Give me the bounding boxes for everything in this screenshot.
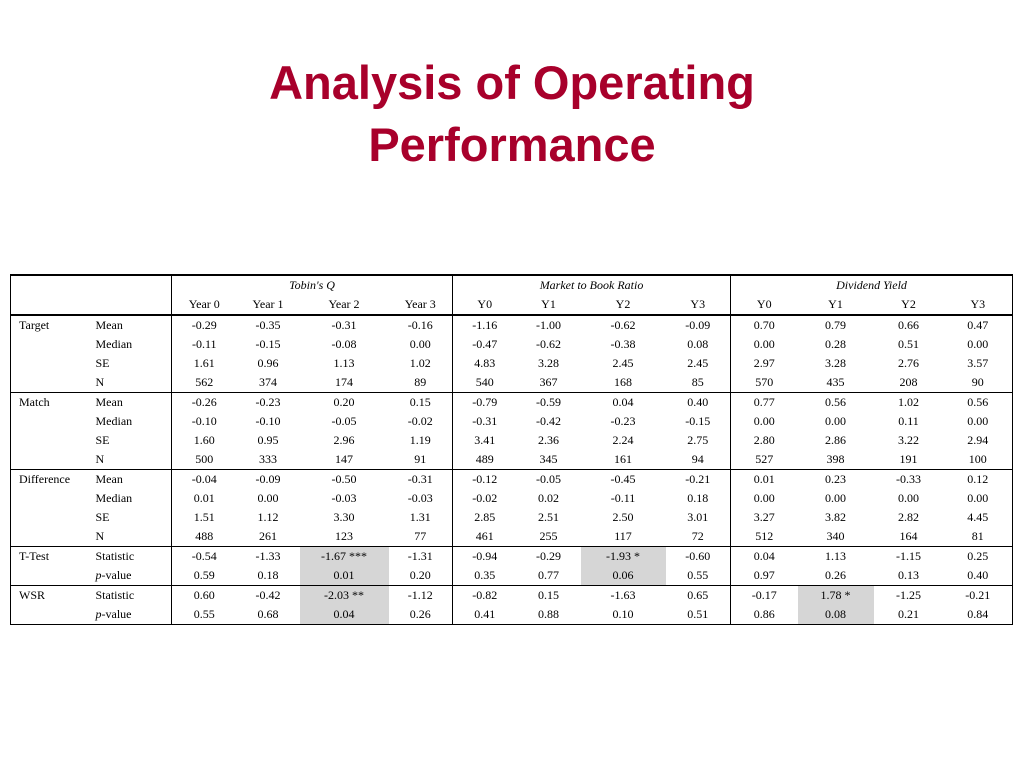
table-cell: -0.23 <box>237 393 300 413</box>
column-header: Y0 <box>453 295 517 315</box>
table-cell: 0.15 <box>389 393 453 413</box>
table-cell: 0.01 <box>300 566 389 586</box>
table-cell: 1.51 <box>172 508 237 527</box>
table-cell: 3.01 <box>687 510 709 524</box>
table-cell: 2.24 <box>612 433 634 447</box>
table-row <box>11 527 1013 547</box>
table-cell: 0.70 <box>731 315 798 335</box>
table-cell: 527 <box>731 450 798 470</box>
table-cell: 1.78 * <box>798 586 874 606</box>
header-corner-2 <box>11 295 172 315</box>
table-cell: -0.08 <box>331 337 357 351</box>
table-cell: 500 <box>172 450 237 470</box>
table-row <box>11 373 1013 393</box>
table-cell: -0.54 <box>172 547 237 567</box>
stat-label: Median <box>95 414 133 428</box>
row-group-label: T-Test <box>11 547 88 567</box>
table-cell: 3.28 <box>538 356 559 370</box>
row-group-label <box>11 412 88 431</box>
stat-label: SE <box>95 433 110 447</box>
table-cell: 374 <box>259 375 277 389</box>
table-cell: 3.30 <box>333 510 355 524</box>
stat-label: Statistic <box>88 547 172 567</box>
table-cell: -0.94 <box>453 547 517 567</box>
table-cell: 0.65 <box>666 586 731 606</box>
stat-label: p-value <box>95 568 132 582</box>
table-cell: 1.61 <box>172 354 237 373</box>
table-cell: 1.31 <box>409 510 431 524</box>
row-group-label <box>11 605 88 625</box>
table-cell: -0.02 <box>453 489 517 508</box>
table-cell: 512 <box>731 527 798 547</box>
row-group-label <box>11 431 88 450</box>
table-cell: -0.29 <box>172 315 237 335</box>
group-header-market-to-book: Market to Book Ratio <box>453 275 731 295</box>
table-cell: 0.26 <box>825 568 847 582</box>
table-cell: 0.00 <box>409 337 431 351</box>
column-header: Y1 <box>798 295 874 315</box>
table-cell: 0.96 <box>257 356 279 370</box>
column-header: Y3 <box>666 295 731 315</box>
column-header: Year 0 <box>172 295 237 315</box>
stat-label: N <box>95 529 105 543</box>
table-cell: 1.02 <box>409 356 431 370</box>
table-cell: -0.05 <box>331 414 357 428</box>
table-cell: -0.42 <box>536 414 561 428</box>
table-cell: 191 <box>899 452 918 466</box>
table-cell: 0.21 <box>874 605 944 625</box>
table-cell: 461 <box>453 527 517 547</box>
table-cell: 0.84 <box>944 605 1013 625</box>
table-cell: 0.13 <box>898 568 920 582</box>
table-cell: 2.80 <box>731 431 798 450</box>
table-cell: -1.25 <box>874 586 944 606</box>
table-cell: -0.10 <box>172 412 237 431</box>
table-cell: 0.04 <box>581 393 666 413</box>
table-cell: -0.10 <box>255 414 281 428</box>
table-cell: 0.04 <box>300 605 389 625</box>
table-cell: -0.03 <box>407 491 433 505</box>
table-cell: -0.38 <box>610 337 636 351</box>
stat-label: Mean <box>88 393 172 413</box>
table-cell: -0.05 <box>517 470 581 490</box>
table-cell: 0.01 <box>731 470 798 490</box>
table-cell: -0.59 <box>517 393 581 413</box>
table-cell: 0.35 <box>453 566 517 586</box>
table-cell: 435 <box>826 375 845 389</box>
table-cell: -0.21 <box>666 470 731 490</box>
table-row <box>11 605 1013 625</box>
table-row <box>11 566 1013 586</box>
table-cell: 0.00 <box>825 414 847 428</box>
table-cell: 0.79 <box>798 315 874 335</box>
table-cell: -1.00 <box>517 315 581 335</box>
table-cell: 0.18 <box>257 568 279 582</box>
table-row <box>11 470 1013 490</box>
table-cell: 0.55 <box>172 605 237 625</box>
table-cell: 0.00 <box>731 412 798 431</box>
table-cell: 0.28 <box>825 337 847 351</box>
table-cell: 340 <box>826 529 845 543</box>
table-cell: -1.31 <box>389 547 453 567</box>
table-cell: 4.45 <box>944 508 1013 527</box>
table-cell: -0.09 <box>237 470 300 490</box>
row-group-label <box>11 450 88 470</box>
table-cell: 2.94 <box>944 431 1013 450</box>
table-cell: -1.63 <box>581 586 666 606</box>
row-group-label <box>11 489 88 508</box>
table-cell: -2.03 ** <box>300 586 389 606</box>
table-cell: 0.04 <box>731 547 798 567</box>
table-cell: 0.11 <box>898 414 919 428</box>
table-cell: 2.45 <box>687 356 709 370</box>
table-cell: 3.27 <box>731 508 798 527</box>
table-row <box>11 489 1013 508</box>
table-cell: -0.45 <box>581 470 666 490</box>
stat-label: Mean <box>88 315 172 335</box>
table-cell: -0.11 <box>610 491 636 505</box>
table-cell: -0.79 <box>453 393 517 413</box>
table-cell: -0.42 <box>237 586 300 606</box>
table-cell: 168 <box>614 375 632 389</box>
table-cell: -0.12 <box>453 470 517 490</box>
table-cell: 0.26 <box>389 605 453 625</box>
table-cell: -0.31 <box>453 412 517 431</box>
table-cell: 2.51 <box>538 510 559 524</box>
table-cell: 0.18 <box>687 491 709 505</box>
table-row <box>11 354 1013 373</box>
table-cell: 91 <box>414 452 427 466</box>
table-cell: -0.11 <box>172 335 237 354</box>
table-cell: -0.03 <box>331 491 357 505</box>
table-cell: -0.23 <box>610 414 636 428</box>
column-header: Y2 <box>874 295 944 315</box>
table-cell: 0.06 <box>581 566 666 586</box>
table-cell: 85 <box>691 375 704 389</box>
table-row <box>11 586 1013 606</box>
table-cell: 123 <box>335 529 353 543</box>
stat-label: p-value <box>88 605 172 625</box>
table-cell: 77 <box>414 529 427 543</box>
table-cell: 0.51 <box>666 605 731 625</box>
row-group-label: WSR <box>11 586 88 606</box>
row-group-label <box>11 508 88 527</box>
table-cell: -0.04 <box>172 470 237 490</box>
table-cell: 1.02 <box>874 393 944 413</box>
table-cell: 0.66 <box>874 315 944 335</box>
table-cell: 0.00 <box>731 335 798 354</box>
table-cell: -0.17 <box>731 586 798 606</box>
table-cell: 3.82 <box>825 510 847 524</box>
table-cell: 0.20 <box>300 393 389 413</box>
stat-label: N <box>95 452 105 466</box>
table-cell: -0.60 <box>666 547 731 567</box>
stat-label: Mean <box>88 470 172 490</box>
table-cell: 0.68 <box>237 605 300 625</box>
table-cell: 2.50 <box>612 510 634 524</box>
table-cell: 0.55 <box>687 568 709 582</box>
table-cell: 1.13 <box>333 356 355 370</box>
table-cell: 3.28 <box>825 356 847 370</box>
table-cell: -0.26 <box>172 393 237 413</box>
table-cell: 0.00 <box>944 412 1013 431</box>
operating-performance-table <box>10 274 1013 625</box>
table-cell: 0.59 <box>172 566 237 586</box>
table-cell: -0.47 <box>453 335 517 354</box>
table-cell: 2.76 <box>898 356 920 370</box>
table-cell: 0.02 <box>538 491 559 505</box>
stat-label: Median <box>95 491 133 505</box>
table-cell: -0.02 <box>407 414 433 428</box>
row-group-label <box>11 373 88 393</box>
table-row <box>11 393 1013 413</box>
column-header: Y1 <box>517 295 581 315</box>
table-cell: 0.95 <box>257 433 279 447</box>
table-cell: 208 <box>899 375 918 389</box>
table-cell: 0.40 <box>944 566 1013 586</box>
table-cell: 3.41 <box>453 431 517 450</box>
table-cell: -0.29 <box>517 547 581 567</box>
table-cell: 0.00 <box>898 491 920 505</box>
table-cell: 1.60 <box>172 431 237 450</box>
table-cell: -1.15 <box>874 547 944 567</box>
table-cell: 0.56 <box>944 393 1013 413</box>
table-cell: 0.15 <box>517 586 581 606</box>
table-cell: 161 <box>614 452 632 466</box>
column-header: Year 3 <box>389 295 453 315</box>
table-cell: -0.15 <box>255 337 281 351</box>
table-cell: -0.50 <box>300 470 389 490</box>
table-cell: 0.08 <box>687 337 709 351</box>
table-cell: 0.40 <box>666 393 731 413</box>
table-cell: 0.88 <box>517 605 581 625</box>
table-cell: 570 <box>731 373 798 393</box>
table-cell: -0.16 <box>389 315 453 335</box>
row-group-label: Target <box>11 315 88 335</box>
table-cell: 0.01 <box>172 489 237 508</box>
table-cell: 2.85 <box>453 508 517 527</box>
table-cell: 1.12 <box>257 510 279 524</box>
slide-title-line-2: Performance <box>368 118 656 171</box>
row-group-label: Match <box>11 393 88 413</box>
column-header: Y3 <box>944 295 1013 315</box>
table-cell: 0.10 <box>581 605 666 625</box>
table-row <box>11 412 1013 431</box>
table-row <box>11 431 1013 450</box>
table-cell: -0.33 <box>874 470 944 490</box>
column-header: Year 2 <box>300 295 389 315</box>
table-cell: 81 <box>944 527 1013 547</box>
table-cell: -0.62 <box>536 337 561 351</box>
table-cell: 333 <box>259 452 277 466</box>
table-cell: 2.36 <box>538 433 559 447</box>
table-cell: -0.82 <box>453 586 517 606</box>
column-header: Year 1 <box>237 295 300 315</box>
table-cell: 2.96 <box>333 433 355 447</box>
table-cell: 0.08 <box>798 605 874 625</box>
table-cell: 0.12 <box>944 470 1013 490</box>
row-group-label <box>11 527 88 547</box>
header-corner <box>11 275 172 295</box>
column-header: Y2 <box>581 295 666 315</box>
stat-label: Median <box>95 337 133 351</box>
table-cell: 562 <box>172 373 237 393</box>
table-cell: -1.93 * <box>581 547 666 567</box>
table-cell: 3.57 <box>944 354 1013 373</box>
row-group-label <box>11 566 88 586</box>
table-cell: 0.60 <box>172 586 237 606</box>
table-cell: 117 <box>614 529 632 543</box>
table-row <box>11 547 1013 567</box>
table-cell: 100 <box>944 450 1013 470</box>
row-group-label <box>11 354 88 373</box>
table-cell: 398 <box>826 452 845 466</box>
table-cell: 2.86 <box>825 433 847 447</box>
table-cell: 1.19 <box>409 433 431 447</box>
table-cell: 0.00 <box>731 489 798 508</box>
slide-title <box>0 52 1024 176</box>
table-cell: 255 <box>539 529 558 543</box>
table-cell: 345 <box>539 452 558 466</box>
table-cell: 367 <box>539 375 558 389</box>
table-cell: 0.51 <box>898 337 920 351</box>
stat-label: N <box>95 375 105 389</box>
table-cell: 0.00 <box>257 491 279 505</box>
group-header-dividend-yield: Dividend Yield <box>731 275 1013 295</box>
group-header-tobins-q: Tobin's Q <box>172 275 453 295</box>
table-cell: 0.97 <box>731 566 798 586</box>
table-cell: 0.00 <box>944 335 1013 354</box>
table-cell: 3.22 <box>898 433 920 447</box>
stat-label: Statistic <box>88 586 172 606</box>
table-cell: 0.23 <box>798 470 874 490</box>
table-cell: 2.75 <box>687 433 709 447</box>
table-cell: -0.31 <box>389 470 453 490</box>
table-cell: 540 <box>453 373 517 393</box>
table-cell: -0.09 <box>666 315 731 335</box>
table-cell: 90 <box>944 373 1013 393</box>
table-cell: 0.00 <box>825 491 847 505</box>
table-cell: 0.86 <box>731 605 798 625</box>
table-cell: 1.13 <box>798 547 874 567</box>
table-cell: 89 <box>414 375 427 389</box>
table-cell: 0.77 <box>538 568 559 582</box>
table-cell: 2.97 <box>731 354 798 373</box>
table-cell: -0.15 <box>685 414 711 428</box>
table-cell: 174 <box>335 375 353 389</box>
table-cell: -0.31 <box>300 315 389 335</box>
table-cell: -1.33 <box>237 547 300 567</box>
table-cell: -0.35 <box>237 315 300 335</box>
table-cell: 0.56 <box>798 393 874 413</box>
table-cell: -1.16 <box>453 315 517 335</box>
row-group-label: Difference <box>11 470 88 490</box>
table-cell: 2.45 <box>612 356 634 370</box>
table-cell: 164 <box>899 529 918 543</box>
row-group-label <box>11 335 88 354</box>
stat-label: SE <box>95 510 110 524</box>
table-row <box>11 315 1013 335</box>
table-cell: -1.67 *** <box>300 547 389 567</box>
table-row <box>11 335 1013 354</box>
table-cell: 0.41 <box>453 605 517 625</box>
table-cell: 489 <box>453 450 517 470</box>
table-cell: -0.21 <box>944 586 1013 606</box>
table-cell: 488 <box>172 527 237 547</box>
table-cell: 94 <box>691 452 704 466</box>
table-cell: 0.47 <box>944 315 1013 335</box>
slide-title-line-1: Analysis of Operating <box>269 56 755 109</box>
table-cell: 147 <box>335 452 353 466</box>
table-cell: 0.20 <box>409 568 431 582</box>
stat-label: SE <box>95 356 110 370</box>
table-row <box>11 450 1013 470</box>
table-cell: -1.12 <box>389 586 453 606</box>
column-header: Y0 <box>731 295 798 315</box>
table-row <box>11 508 1013 527</box>
table-cell: 0.00 <box>944 489 1013 508</box>
table-body <box>11 315 1013 625</box>
table-cell: 261 <box>259 529 277 543</box>
table-cell: 0.77 <box>731 393 798 413</box>
table-cell: 72 <box>691 529 704 543</box>
table-cell: 4.83 <box>453 354 517 373</box>
table-cell: -0.62 <box>581 315 666 335</box>
table-cell: 2.82 <box>898 510 920 524</box>
table-cell: 0.25 <box>944 547 1013 567</box>
